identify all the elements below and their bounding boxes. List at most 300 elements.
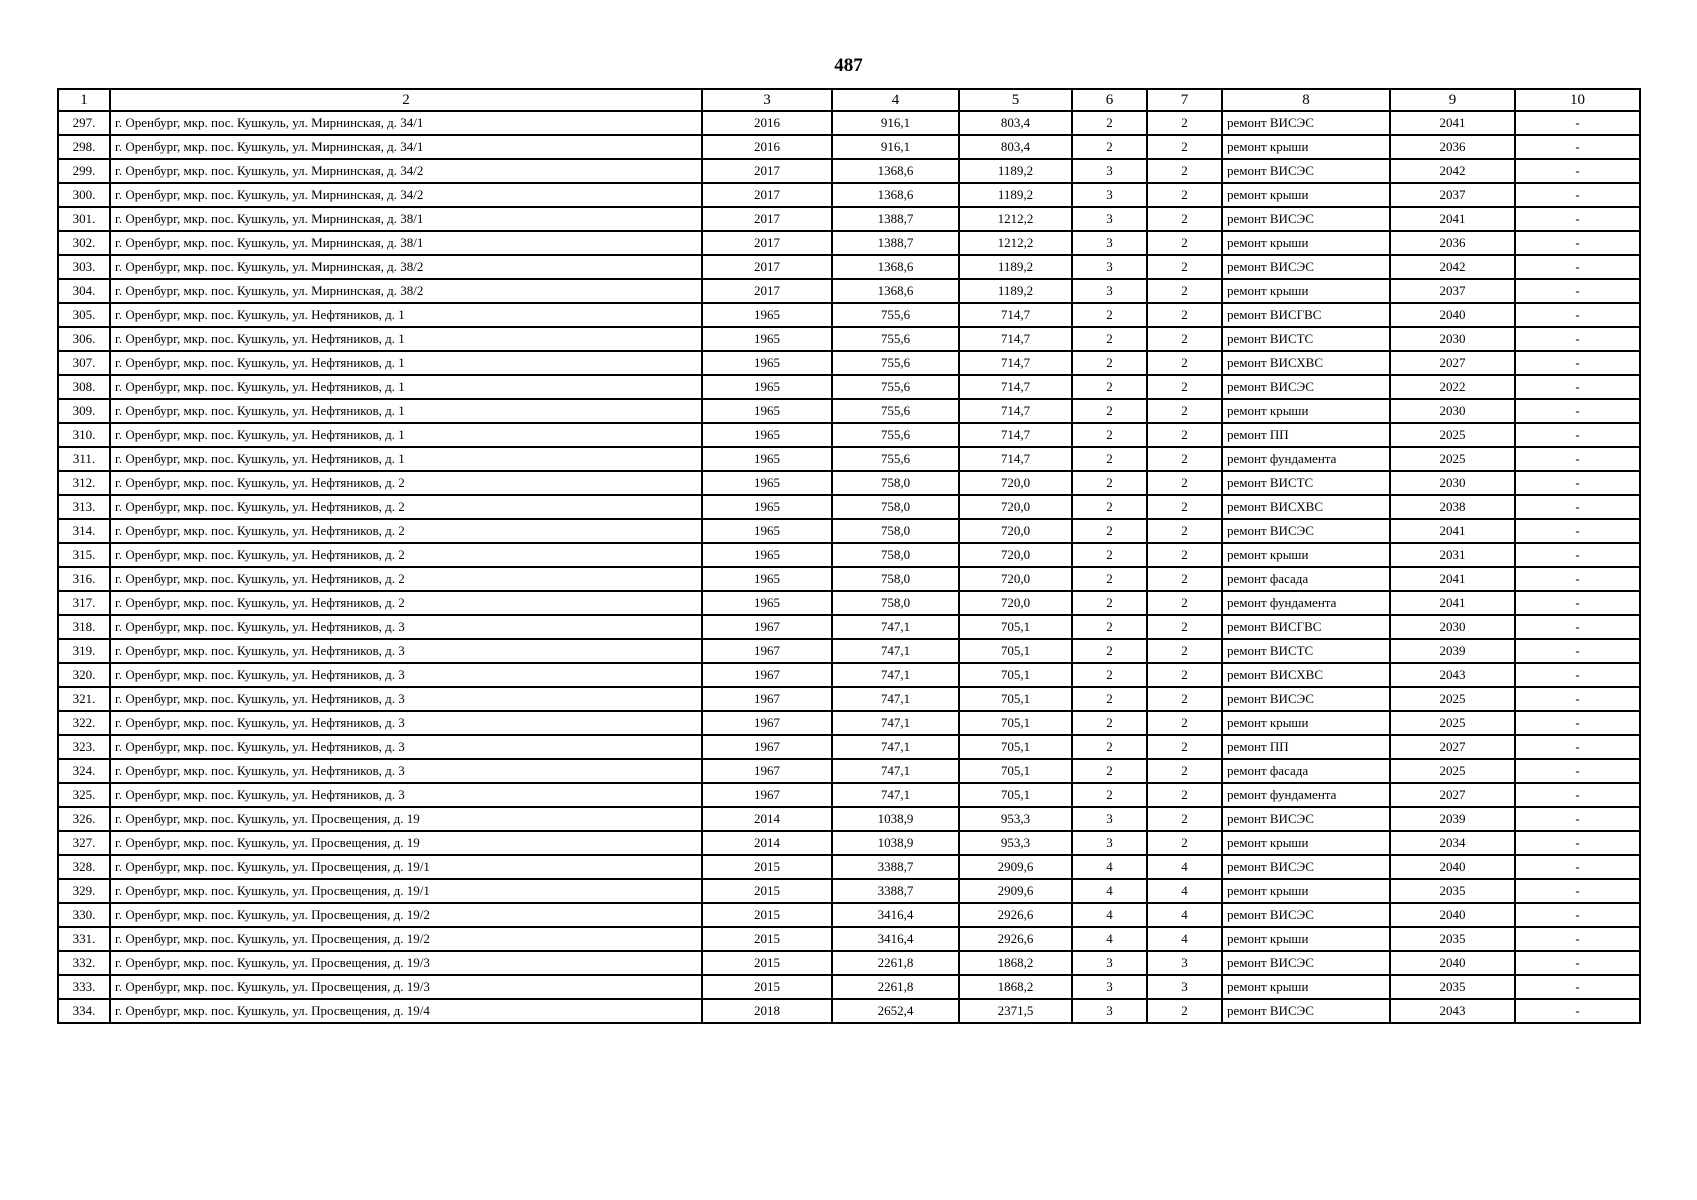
work-type-cell: ремонт ВИСЭС (1222, 255, 1390, 279)
living-area-cell: 714,7 (959, 399, 1072, 423)
planned-year-cell: 2030 (1390, 471, 1515, 495)
total-area-cell: 747,1 (832, 735, 959, 759)
table-row (58, 951, 1640, 975)
work-type-cell: ремонт ВИСЭС (1222, 111, 1390, 135)
planned-year-cell: 2036 (1390, 135, 1515, 159)
row-number: 321. (58, 687, 110, 711)
year-cell: 2017 (702, 207, 832, 231)
planned-year-cell: 2041 (1390, 207, 1515, 231)
planned-year-cell: 2034 (1390, 831, 1515, 855)
table-row (58, 615, 1640, 639)
year-cell: 2017 (702, 183, 832, 207)
row-number: 305. (58, 303, 110, 327)
year-cell: 1965 (702, 591, 832, 615)
header-row (58, 89, 1640, 111)
total-area-cell: 916,1 (832, 111, 959, 135)
planned-year-cell: 2025 (1390, 423, 1515, 447)
work-type-cell: ремонт ВИСЭС (1222, 855, 1390, 879)
total-area-cell: 755,6 (832, 327, 959, 351)
note-cell: - (1515, 663, 1640, 687)
note-cell: - (1515, 543, 1640, 567)
row-number: 332. (58, 951, 110, 975)
total-area-cell: 758,0 (832, 519, 959, 543)
row-number: 299. (58, 159, 110, 183)
column-header: 9 (1390, 89, 1515, 111)
planned-year-cell: 2043 (1390, 999, 1515, 1023)
note-cell: - (1515, 855, 1640, 879)
planned-year-cell: 2035 (1390, 975, 1515, 999)
total-area-cell: 755,6 (832, 351, 959, 375)
address-cell: г. Оренбург, мкр. пос. Кушкуль, ул. Мирнинская, д. 38/1 (110, 207, 702, 231)
planned-year-cell: 2041 (1390, 567, 1515, 591)
floors-cell: 2 (1072, 135, 1147, 159)
floors-cell: 4 (1072, 855, 1147, 879)
living-area-cell: 1189,2 (959, 279, 1072, 303)
work-type-cell: ремонт крыши (1222, 183, 1390, 207)
planned-year-cell: 2027 (1390, 735, 1515, 759)
address-cell: г. Оренбург, мкр. пос. Кушкуль, ул. Нефтяников, д. 1 (110, 423, 702, 447)
year-cell: 2014 (702, 831, 832, 855)
address-cell: г. Оренбург, мкр. пос. Кушкуль, ул. Нефтяников, д. 2 (110, 495, 702, 519)
planned-year-cell: 2042 (1390, 255, 1515, 279)
work-type-cell: ремонт крыши (1222, 879, 1390, 903)
year-cell: 2018 (702, 999, 832, 1023)
column-header: 1 (58, 89, 110, 111)
living-area-cell: 2909,6 (959, 879, 1072, 903)
entrances-cell: 2 (1147, 111, 1222, 135)
address-cell: г. Оренбург, мкр. пос. Кушкуль, ул. Просвещения, д. 19/1 (110, 879, 702, 903)
year-cell: 1965 (702, 543, 832, 567)
note-cell: - (1515, 519, 1640, 543)
table-row (58, 567, 1640, 591)
address-cell: г. Оренбург, мкр. пос. Кушкуль, ул. Нефтяников, д. 3 (110, 759, 702, 783)
work-type-cell: ремонт ВИСТС (1222, 471, 1390, 495)
planned-year-cell: 2030 (1390, 615, 1515, 639)
row-number: 298. (58, 135, 110, 159)
note-cell: - (1515, 735, 1640, 759)
entrances-cell: 2 (1147, 543, 1222, 567)
living-area-cell: 705,1 (959, 663, 1072, 687)
planned-year-cell: 2025 (1390, 711, 1515, 735)
table-row (58, 903, 1640, 927)
work-type-cell: ремонт ВИСГВС (1222, 615, 1390, 639)
living-area-cell: 720,0 (959, 543, 1072, 567)
entrances-cell: 2 (1147, 159, 1222, 183)
work-type-cell: ремонт ВИСЭС (1222, 207, 1390, 231)
total-area-cell: 1388,7 (832, 207, 959, 231)
note-cell: - (1515, 471, 1640, 495)
address-cell: г. Оренбург, мкр. пос. Кушкуль, ул. Нефтяников, д. 3 (110, 783, 702, 807)
total-area-cell: 747,1 (832, 615, 959, 639)
planned-year-cell: 2030 (1390, 327, 1515, 351)
entrances-cell: 2 (1147, 999, 1222, 1023)
column-header: 2 (110, 89, 702, 111)
note-cell: - (1515, 807, 1640, 831)
living-area-cell: 2926,6 (959, 903, 1072, 927)
year-cell: 1965 (702, 423, 832, 447)
address-cell: г. Оренбург, мкр. пос. Кушкуль, ул. Мирнинская, д. 34/1 (110, 111, 702, 135)
work-type-cell: ремонт ВИСТС (1222, 639, 1390, 663)
total-area-cell: 1388,7 (832, 231, 959, 255)
address-cell: г. Оренбург, мкр. пос. Кушкуль, ул. Нефтяников, д. 2 (110, 471, 702, 495)
table-row (58, 783, 1640, 807)
table-row (58, 735, 1640, 759)
living-area-cell: 1212,2 (959, 207, 1072, 231)
note-cell: - (1515, 399, 1640, 423)
table-row (58, 999, 1640, 1023)
living-area-cell: 1868,2 (959, 951, 1072, 975)
entrances-cell: 4 (1147, 855, 1222, 879)
total-area-cell: 758,0 (832, 471, 959, 495)
year-cell: 2015 (702, 903, 832, 927)
floors-cell: 3 (1072, 231, 1147, 255)
living-area-cell: 705,1 (959, 735, 1072, 759)
living-area-cell: 714,7 (959, 327, 1072, 351)
note-cell: - (1515, 111, 1640, 135)
entrances-cell: 2 (1147, 423, 1222, 447)
address-cell: г. Оренбург, мкр. пос. Кушкуль, ул. Просвещения, д. 19/2 (110, 903, 702, 927)
floors-cell: 2 (1072, 399, 1147, 423)
address-cell: г. Оренбург, мкр. пос. Кушкуль, ул. Просвещения, д. 19 (110, 831, 702, 855)
work-type-cell: ремонт ВИСГВС (1222, 303, 1390, 327)
note-cell: - (1515, 999, 1640, 1023)
table-row (58, 495, 1640, 519)
work-type-cell: ремонт ВИСЭС (1222, 687, 1390, 711)
note-cell: - (1515, 591, 1640, 615)
year-cell: 1965 (702, 327, 832, 351)
work-type-cell: ремонт ВИСЭС (1222, 903, 1390, 927)
table-row (58, 135, 1640, 159)
table-row (58, 183, 1640, 207)
year-cell: 2016 (702, 111, 832, 135)
floors-cell: 3 (1072, 975, 1147, 999)
total-area-cell: 3388,7 (832, 879, 959, 903)
note-cell: - (1515, 975, 1640, 999)
row-number: 319. (58, 639, 110, 663)
note-cell: - (1515, 447, 1640, 471)
entrances-cell: 2 (1147, 135, 1222, 159)
work-type-cell: ремонт крыши (1222, 927, 1390, 951)
note-cell: - (1515, 255, 1640, 279)
total-area-cell: 755,6 (832, 375, 959, 399)
address-cell: г. Оренбург, мкр. пос. Кушкуль, ул. Мирнинская, д. 38/2 (110, 279, 702, 303)
total-area-cell: 747,1 (832, 663, 959, 687)
work-type-cell: ремонт крыши (1222, 711, 1390, 735)
note-cell: - (1515, 639, 1640, 663)
planned-year-cell: 2030 (1390, 399, 1515, 423)
entrances-cell: 2 (1147, 567, 1222, 591)
row-number: 316. (58, 567, 110, 591)
floors-cell: 3 (1072, 183, 1147, 207)
planned-year-cell: 2036 (1390, 231, 1515, 255)
year-cell: 1967 (702, 711, 832, 735)
address-cell: г. Оренбург, мкр. пос. Кушкуль, ул. Мирнинская, д. 38/1 (110, 231, 702, 255)
row-number: 297. (58, 111, 110, 135)
floors-cell: 2 (1072, 711, 1147, 735)
note-cell: - (1515, 303, 1640, 327)
floors-cell: 2 (1072, 519, 1147, 543)
living-area-cell: 714,7 (959, 423, 1072, 447)
planned-year-cell: 2031 (1390, 543, 1515, 567)
planned-year-cell: 2025 (1390, 687, 1515, 711)
living-area-cell: 720,0 (959, 567, 1072, 591)
living-area-cell: 1189,2 (959, 183, 1072, 207)
year-cell: 2015 (702, 879, 832, 903)
floors-cell: 3 (1072, 999, 1147, 1023)
entrances-cell: 2 (1147, 663, 1222, 687)
entrances-cell: 2 (1147, 303, 1222, 327)
living-area-cell: 953,3 (959, 831, 1072, 855)
year-cell: 1967 (702, 663, 832, 687)
floors-cell: 2 (1072, 375, 1147, 399)
year-cell: 1965 (702, 447, 832, 471)
entrances-cell: 2 (1147, 519, 1222, 543)
living-area-cell: 1212,2 (959, 231, 1072, 255)
work-type-cell: ремонт ВИСХВС (1222, 495, 1390, 519)
row-number: 325. (58, 783, 110, 807)
entrances-cell: 2 (1147, 591, 1222, 615)
entrances-cell: 2 (1147, 231, 1222, 255)
living-area-cell: 720,0 (959, 519, 1072, 543)
planned-year-cell: 2040 (1390, 903, 1515, 927)
entrances-cell: 2 (1147, 687, 1222, 711)
year-cell: 2017 (702, 279, 832, 303)
planned-year-cell: 2035 (1390, 927, 1515, 951)
year-cell: 2017 (702, 255, 832, 279)
year-cell: 1967 (702, 687, 832, 711)
work-type-cell: ремонт ПП (1222, 423, 1390, 447)
living-area-cell: 1189,2 (959, 255, 1072, 279)
work-type-cell: ремонт крыши (1222, 543, 1390, 567)
address-cell: г. Оренбург, мкр. пос. Кушкуль, ул. Просвещения, д. 19/3 (110, 975, 702, 999)
table-row (58, 663, 1640, 687)
work-type-cell: ремонт фасада (1222, 759, 1390, 783)
planned-year-cell: 2041 (1390, 591, 1515, 615)
repair-register-table (57, 88, 1641, 1024)
note-cell: - (1515, 159, 1640, 183)
address-cell: г. Оренбург, мкр. пос. Кушкуль, ул. Просвещения, д. 19 (110, 807, 702, 831)
address-cell: г. Оренбург, мкр. пос. Кушкуль, ул. Просвещения, д. 19/4 (110, 999, 702, 1023)
entrances-cell: 2 (1147, 471, 1222, 495)
address-cell: г. Оренбург, мкр. пос. Кушкуль, ул. Нефтяников, д. 2 (110, 519, 702, 543)
row-number: 330. (58, 903, 110, 927)
table-row (58, 831, 1640, 855)
total-area-cell: 916,1 (832, 135, 959, 159)
entrances-cell: 2 (1147, 831, 1222, 855)
table-row (58, 399, 1640, 423)
table-row (58, 879, 1640, 903)
entrances-cell: 2 (1147, 639, 1222, 663)
floors-cell: 3 (1072, 279, 1147, 303)
note-cell: - (1515, 183, 1640, 207)
work-type-cell: ремонт ВИСХВС (1222, 663, 1390, 687)
address-cell: г. Оренбург, мкр. пос. Кушкуль, ул. Нефтяников, д. 3 (110, 735, 702, 759)
living-area-cell: 705,1 (959, 687, 1072, 711)
address-cell: г. Оренбург, мкр. пос. Кушкуль, ул. Нефтяников, д. 3 (110, 639, 702, 663)
address-cell: г. Оренбург, мкр. пос. Кушкуль, ул. Просвещения, д. 19/3 (110, 951, 702, 975)
floors-cell: 2 (1072, 447, 1147, 471)
note-cell: - (1515, 423, 1640, 447)
total-area-cell: 1368,6 (832, 255, 959, 279)
row-number: 301. (58, 207, 110, 231)
floors-cell: 3 (1072, 831, 1147, 855)
total-area-cell: 2261,8 (832, 975, 959, 999)
living-area-cell: 714,7 (959, 303, 1072, 327)
living-area-cell: 803,4 (959, 111, 1072, 135)
floors-cell: 3 (1072, 159, 1147, 183)
note-cell: - (1515, 879, 1640, 903)
note-cell: - (1515, 567, 1640, 591)
living-area-cell: 2371,5 (959, 999, 1072, 1023)
floors-cell: 2 (1072, 423, 1147, 447)
year-cell: 2015 (702, 951, 832, 975)
address-cell: г. Оренбург, мкр. пос. Кушкуль, ул. Нефтяников, д. 1 (110, 375, 702, 399)
row-number: 311. (58, 447, 110, 471)
floors-cell: 2 (1072, 111, 1147, 135)
planned-year-cell: 2039 (1390, 807, 1515, 831)
living-area-cell: 2909,6 (959, 855, 1072, 879)
planned-year-cell: 2039 (1390, 639, 1515, 663)
floors-cell: 2 (1072, 687, 1147, 711)
entrances-cell: 2 (1147, 375, 1222, 399)
planned-year-cell: 2041 (1390, 111, 1515, 135)
total-area-cell: 1038,9 (832, 807, 959, 831)
row-number: 303. (58, 255, 110, 279)
entrances-cell: 3 (1147, 951, 1222, 975)
floors-cell: 3 (1072, 807, 1147, 831)
planned-year-cell: 2027 (1390, 351, 1515, 375)
entrances-cell: 2 (1147, 327, 1222, 351)
table-body (58, 111, 1640, 1023)
planned-year-cell: 2037 (1390, 279, 1515, 303)
entrances-cell: 4 (1147, 879, 1222, 903)
entrances-cell: 4 (1147, 903, 1222, 927)
note-cell: - (1515, 831, 1640, 855)
row-number: 320. (58, 663, 110, 687)
year-cell: 2017 (702, 159, 832, 183)
living-area-cell: 714,7 (959, 375, 1072, 399)
address-cell: г. Оренбург, мкр. пос. Кушкуль, ул. Нефтяников, д. 3 (110, 711, 702, 735)
row-number: 326. (58, 807, 110, 831)
living-area-cell: 705,1 (959, 711, 1072, 735)
planned-year-cell: 2037 (1390, 183, 1515, 207)
planned-year-cell: 2040 (1390, 951, 1515, 975)
entrances-cell: 2 (1147, 399, 1222, 423)
table-row (58, 279, 1640, 303)
row-number: 331. (58, 927, 110, 951)
row-number: 318. (58, 615, 110, 639)
table-row (58, 207, 1640, 231)
table-row (58, 591, 1640, 615)
work-type-cell: ремонт ВИСТС (1222, 327, 1390, 351)
table-row (58, 711, 1640, 735)
row-number: 306. (58, 327, 110, 351)
work-type-cell: ремонт ВИСЭС (1222, 375, 1390, 399)
floors-cell: 4 (1072, 927, 1147, 951)
table-row (58, 855, 1640, 879)
row-number: 317. (58, 591, 110, 615)
living-area-cell: 1189,2 (959, 159, 1072, 183)
work-type-cell: ремонт ВИСЭС (1222, 807, 1390, 831)
floors-cell: 2 (1072, 543, 1147, 567)
page-number: 487 (834, 55, 863, 76)
living-area-cell: 953,3 (959, 807, 1072, 831)
living-area-cell: 714,7 (959, 351, 1072, 375)
address-cell: г. Оренбург, мкр. пос. Кушкуль, ул. Нефтяников, д. 1 (110, 399, 702, 423)
address-cell: г. Оренбург, мкр. пос. Кушкуль, ул. Просвещения, д. 19/2 (110, 927, 702, 951)
year-cell: 1965 (702, 351, 832, 375)
entrances-cell: 3 (1147, 975, 1222, 999)
total-area-cell: 747,1 (832, 711, 959, 735)
note-cell: - (1515, 951, 1640, 975)
row-number: 313. (58, 495, 110, 519)
work-type-cell: ремонт крыши (1222, 279, 1390, 303)
table-row (58, 519, 1640, 543)
address-cell: г. Оренбург, мкр. пос. Кушкуль, ул. Нефтяников, д. 2 (110, 567, 702, 591)
column-header: 7 (1147, 89, 1222, 111)
entrances-cell: 2 (1147, 447, 1222, 471)
entrances-cell: 2 (1147, 495, 1222, 519)
address-cell: г. Оренбург, мкр. пос. Кушкуль, ул. Нефтяников, д. 1 (110, 447, 702, 471)
row-number: 307. (58, 351, 110, 375)
total-area-cell: 747,1 (832, 783, 959, 807)
year-cell: 1965 (702, 519, 832, 543)
total-area-cell: 1368,6 (832, 183, 959, 207)
row-number: 327. (58, 831, 110, 855)
planned-year-cell: 2025 (1390, 759, 1515, 783)
total-area-cell: 758,0 (832, 543, 959, 567)
total-area-cell: 755,6 (832, 399, 959, 423)
entrances-cell: 2 (1147, 279, 1222, 303)
work-type-cell: ремонт фасада (1222, 567, 1390, 591)
planned-year-cell: 2040 (1390, 855, 1515, 879)
living-area-cell: 2926,6 (959, 927, 1072, 951)
total-area-cell: 747,1 (832, 687, 959, 711)
row-number: 312. (58, 471, 110, 495)
row-number: 328. (58, 855, 110, 879)
floors-cell: 2 (1072, 759, 1147, 783)
entrances-cell: 2 (1147, 735, 1222, 759)
address-cell: г. Оренбург, мкр. пос. Кушкуль, ул. Мирнинская, д. 34/2 (110, 159, 702, 183)
entrances-cell: 2 (1147, 351, 1222, 375)
planned-year-cell: 2022 (1390, 375, 1515, 399)
row-number: 324. (58, 759, 110, 783)
note-cell: - (1515, 903, 1640, 927)
year-cell: 2014 (702, 807, 832, 831)
total-area-cell: 3416,4 (832, 927, 959, 951)
note-cell: - (1515, 759, 1640, 783)
table-row (58, 351, 1640, 375)
table-row (58, 303, 1640, 327)
floors-cell: 2 (1072, 567, 1147, 591)
year-cell: 2015 (702, 855, 832, 879)
address-cell: г. Оренбург, мкр. пос. Кушкуль, ул. Нефтяников, д. 1 (110, 303, 702, 327)
work-type-cell: ремонт ВИСЭС (1222, 999, 1390, 1023)
total-area-cell: 3388,7 (832, 855, 959, 879)
year-cell: 1965 (702, 375, 832, 399)
living-area-cell: 705,1 (959, 615, 1072, 639)
total-area-cell: 747,1 (832, 639, 959, 663)
planned-year-cell: 2040 (1390, 303, 1515, 327)
address-cell: г. Оренбург, мкр. пос. Кушкуль, ул. Нефтяников, д. 2 (110, 591, 702, 615)
table-row (58, 447, 1640, 471)
total-area-cell: 3416,4 (832, 903, 959, 927)
work-type-cell: ремонт крыши (1222, 831, 1390, 855)
address-cell: г. Оренбург, мкр. пос. Кушкуль, ул. Нефтяников, д. 3 (110, 687, 702, 711)
planned-year-cell: 2035 (1390, 879, 1515, 903)
total-area-cell: 1038,9 (832, 831, 959, 855)
year-cell: 2016 (702, 135, 832, 159)
